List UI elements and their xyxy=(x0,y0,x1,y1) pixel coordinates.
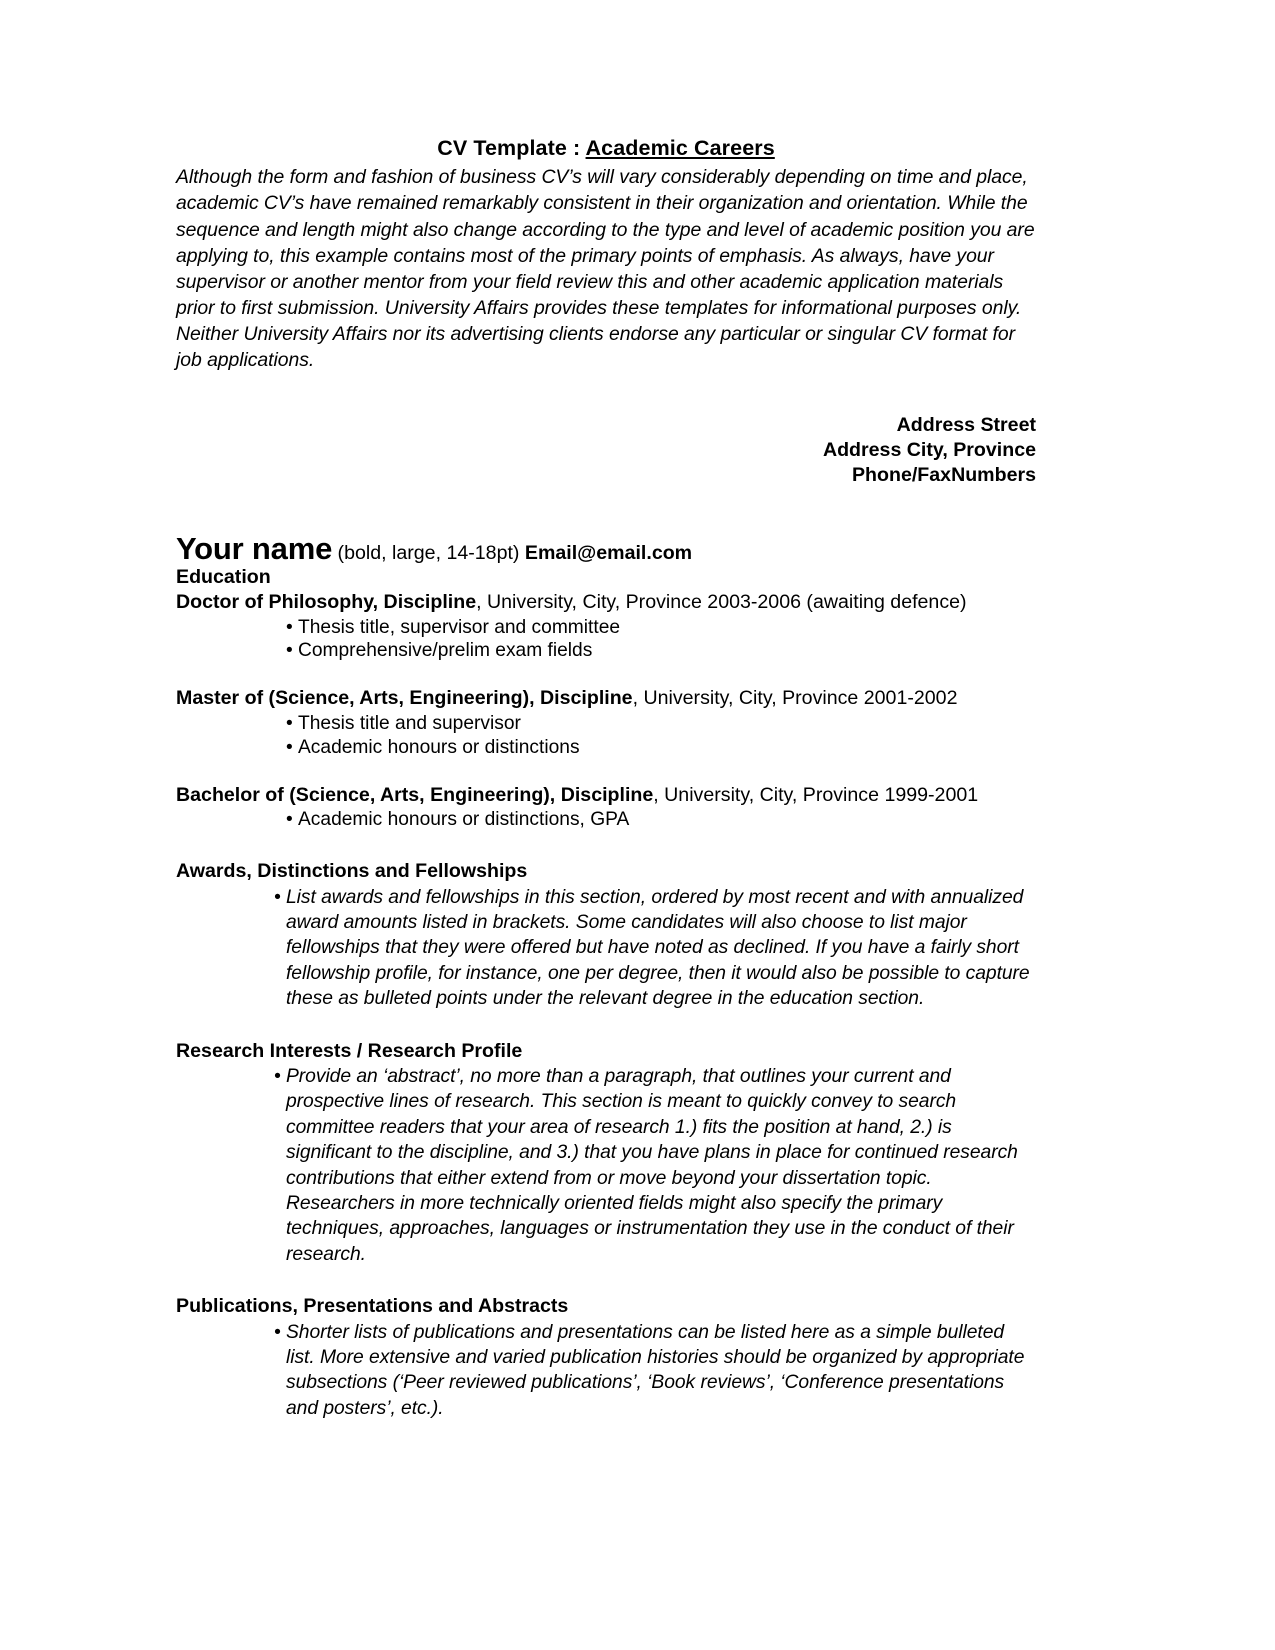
bullet-icon: • xyxy=(286,809,293,831)
degree-title: Master of (Science, Arts, Engineering), Discipline xyxy=(176,687,633,710)
list-item xyxy=(176,1064,1036,1267)
bullet-icon: • xyxy=(274,886,281,908)
list-item xyxy=(176,808,1036,832)
section-heading-awards: Awards, Distinctions and Fellowships xyxy=(176,860,528,883)
degree-title: Bachelor of (Science, Arts, Engineering), Discipline xyxy=(176,783,654,806)
awards-body-text: List awards and fellowships in this section, ordered by most recent and with annualized award amounts listed in brackets. Some candidates will also choose to list major fellowships that they were offered but have noted as declined. If you have a fairly short fellowship profile, for instance, one per degree, then it would also be possible to capture these as bulleted points under the relevant degree in the education section. xyxy=(286,886,1030,1010)
degree-line xyxy=(176,686,1036,711)
section-heading-publications: Publications, Presentations and Abstracts xyxy=(176,1295,569,1318)
bullet-icon: • xyxy=(286,616,293,638)
section-heading-research: Research Interests / Research Profile xyxy=(176,1039,523,1062)
degree-bullet-list xyxy=(176,712,1036,760)
research-body-text: Provide an ‘abstract’, no more than a paragraph, that outlines your current and prospective lines of research. This section is meant to quickly convey to search committee readers that your area of research 1.) fits the position at hand, 2.) is significant to the discipline, and 3.) that you have plans in place for continued research contributions that either extend from or move beyond your dissertation topic. Researchers in more technically oriented fields might also specify the primary techniques, approaches, languages or instrumentation they use in the conduct of their research. xyxy=(286,1066,1018,1265)
section-heading-education: Education xyxy=(176,566,271,589)
list-item xyxy=(176,736,1036,760)
bullet-icon: • xyxy=(286,640,293,662)
name-format-note: (bold, large, 14-18pt) xyxy=(332,541,525,564)
degree-line xyxy=(176,783,1036,808)
education-entry-phd xyxy=(176,590,1036,663)
bullet-icon: • xyxy=(286,712,293,734)
bullet-icon: • xyxy=(274,1066,281,1088)
list-item-label: Thesis title and supervisor xyxy=(298,712,521,734)
publications-body-text: Shorter lists of publications and presentations can be listed here as a simple bulleted list. More extensive and varied publication histories should be organized by appropriate subsections (‘Peer reviewed publications’, ‘Book reviews’, ‘Conference presentations and posters’, etc.). xyxy=(286,1321,1025,1419)
document-title-emphasis: Academic Careers xyxy=(585,136,775,160)
degree-details: , University, City, Province 2001-2002 xyxy=(632,687,958,710)
list-item xyxy=(176,1320,1036,1422)
document-title-prefix: CV Template : xyxy=(437,136,586,160)
list-item xyxy=(176,639,1036,663)
document-content xyxy=(176,136,1036,1421)
degree-bullet-list xyxy=(176,808,1036,832)
candidate-name: Your name xyxy=(176,530,333,566)
list-item-label: Thesis title, supervisor and committee xyxy=(298,616,621,638)
name-line xyxy=(176,530,1036,566)
address-street: Address Street xyxy=(896,414,1036,437)
address-phone-fax: Phone/FaxNumbers xyxy=(851,464,1036,487)
research-bullet-list xyxy=(176,1064,1036,1267)
degree-title: Doctor of Philosophy, Discipline xyxy=(176,590,477,613)
list-item xyxy=(176,885,1036,1012)
document-title xyxy=(176,136,1036,161)
bullet-icon: • xyxy=(274,1321,281,1343)
awards-bullet-list xyxy=(176,885,1036,1012)
list-item-label: Academic honours or distinctions, GPA xyxy=(298,809,630,831)
degree-details: , University, City, Province 1999-2001 xyxy=(653,783,979,806)
degree-bullet-list xyxy=(176,616,1036,664)
degree-details: , University, City, Province 2003-2006 (awaiting defence) xyxy=(476,590,967,613)
bullet-icon: • xyxy=(286,736,293,758)
education-entry-masters xyxy=(176,686,1036,759)
address-block xyxy=(176,413,1036,489)
degree-line xyxy=(176,590,1036,615)
list-item xyxy=(176,616,1036,640)
education-entry-bachelors xyxy=(176,783,1036,832)
publications-bullet-list xyxy=(176,1320,1036,1422)
email-address: Email@email.com xyxy=(524,541,693,564)
list-item xyxy=(176,712,1036,736)
intro-paragraph: Although the form and fashion of business CV’s will vary considerably depending on time and place, academic CV’s have remained remarkably consistent in their organization and orientation. While the sequence and length might also change according to the type and level of academic position you are applying to, this example contains most of the primary points of emphasis. As always, have your supervisor or another mentor from your field review this and other academic application materials prior to first submission. University Affairs provides these templates for informational purposes only. Neither University Affairs nor its advertising clients endorse any particular or singular CV format for job applications. xyxy=(176,166,1035,372)
list-item-label: Academic honours or distinctions xyxy=(298,736,580,758)
list-item-label: Comprehensive/prelim exam fields xyxy=(298,640,593,662)
address-city-province: Address City, Province xyxy=(822,439,1036,462)
